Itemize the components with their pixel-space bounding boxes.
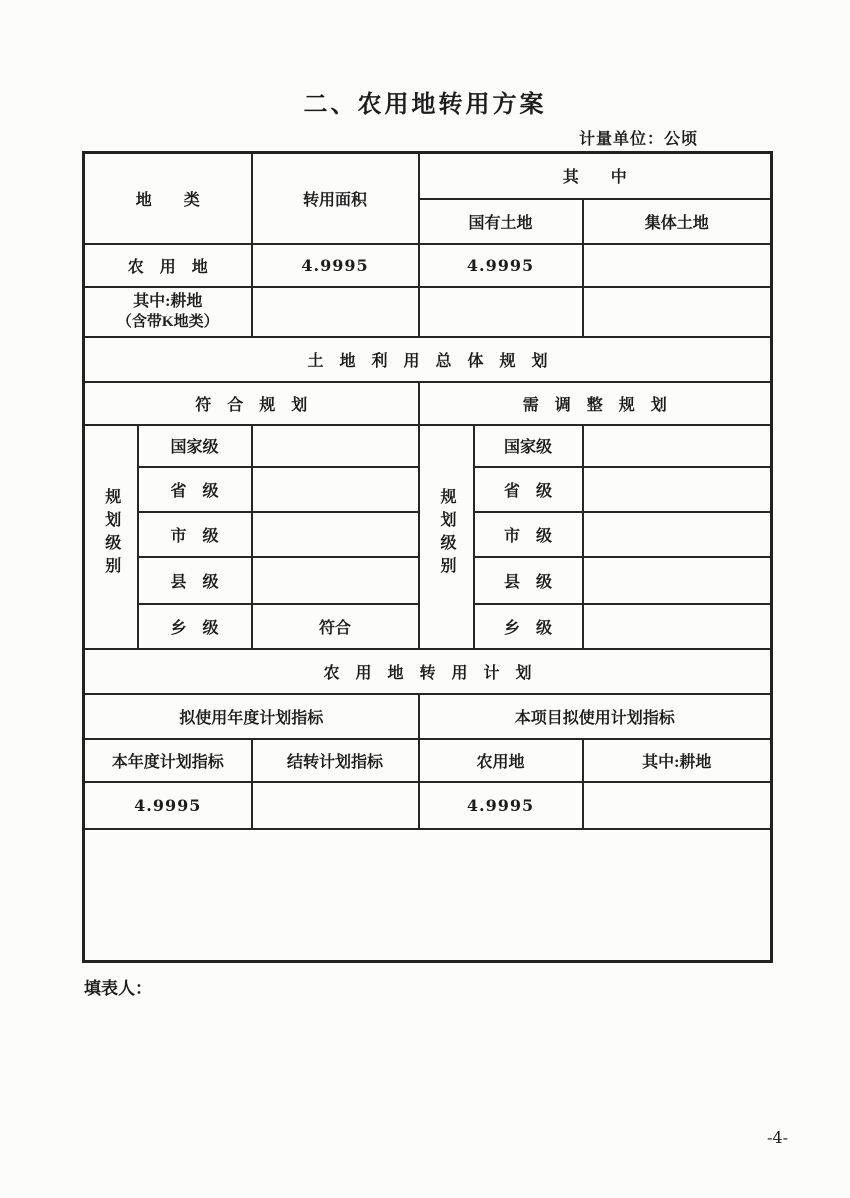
header-carryover-quota: 结转计划指标 — [252, 739, 419, 782]
plan-cultivated-land-value — [583, 782, 772, 829]
conform-level-city-label: 市 级 — [138, 512, 252, 557]
land-conversion-table — [82, 151, 773, 963]
plan-agricultural-land-value: 4.9995 — [419, 782, 583, 829]
current-year-quota-value: 4.9995 — [84, 782, 252, 829]
band-agricultural-conversion-plan: 农 用 地 转 用 计 划 — [84, 649, 772, 694]
conform-level-province-label: 省 级 — [138, 467, 252, 512]
agricultural-land-label: 农 用 地 — [84, 244, 252, 287]
conform-level-national-label: 国家级 — [138, 425, 252, 467]
header-annual-quota: 拟使用年度计划指标 — [84, 694, 419, 739]
cultivated-state-owned-value — [419, 287, 583, 337]
adjust-level-national-value — [583, 425, 772, 467]
cultivated-conversion-area-value — [252, 287, 419, 337]
conform-level-county-label: 县 级 — [138, 557, 252, 604]
cultivated-collective-value — [583, 287, 772, 337]
adjust-level-city-label: 市 级 — [474, 512, 583, 557]
cultivated-land-label-line1: 其中:耕地 — [133, 292, 203, 310]
cultivated-land-label-line2: （含带K地类） — [116, 314, 219, 331]
conform-planning-level-vertical-label — [84, 425, 138, 649]
agricultural-state-owned-value: 4.9995 — [419, 244, 583, 287]
adjust-level-city-value — [583, 512, 772, 557]
adjust-level-township-label: 乡 级 — [474, 604, 583, 649]
header-plan-cultivated-land: 其中:耕地 — [583, 739, 772, 782]
header-current-year-quota: 本年度计划指标 — [84, 739, 252, 782]
header-land-type: 地 类 — [84, 153, 252, 244]
header-plan-agricultural-land: 农用地 — [419, 739, 583, 782]
band-land-use-master-plan: 土 地 利 用 总 体 规 划 — [84, 337, 772, 382]
conform-level-national-value — [252, 425, 419, 467]
header-state-owned-land: 国有土地 — [419, 199, 583, 244]
conform-level-township-value: 符合 — [252, 604, 419, 649]
adjust-planning-level-vertical-label — [419, 425, 474, 649]
header-conversion-area: 转用面积 — [252, 153, 419, 244]
carryover-quota-value — [252, 782, 419, 829]
conform-level-province-value — [252, 467, 419, 512]
form-filler-label: 填表人： — [84, 979, 152, 998]
cultivated-land-label — [84, 287, 252, 337]
agricultural-collective-value — [583, 244, 772, 287]
header-adjust-plan: 需 调 整 规 划 — [419, 382, 772, 425]
measurement-unit-note: 计量单位：公顷 — [578, 131, 698, 148]
adjust-level-province-label: 省 级 — [474, 467, 583, 512]
page-number: -4- — [767, 1128, 788, 1147]
header-conform-plan: 符 合 规 划 — [84, 382, 419, 425]
vertical-label-text: 规划级别 — [438, 488, 456, 580]
page-title: 二、农用地转用方案 — [303, 91, 547, 118]
vertical-label-text: 规划级别 — [102, 488, 120, 580]
adjust-level-national-label: 国家级 — [474, 425, 583, 467]
empty-remarks-area — [84, 829, 772, 962]
agricultural-conversion-area-value: 4.9995 — [252, 244, 419, 287]
conform-level-township-label: 乡 级 — [138, 604, 252, 649]
header-among-which: 其 中 — [419, 153, 772, 199]
conform-level-county-value — [252, 557, 419, 604]
adjust-level-township-value — [583, 604, 772, 649]
header-collective-land: 集体土地 — [583, 199, 772, 244]
adjust-level-county-label: 县 级 — [474, 557, 583, 604]
conform-level-city-value — [252, 512, 419, 557]
adjust-level-county-value — [583, 557, 772, 604]
adjust-level-province-value — [583, 467, 772, 512]
header-project-quota: 本项目拟使用计划指标 — [419, 694, 772, 739]
